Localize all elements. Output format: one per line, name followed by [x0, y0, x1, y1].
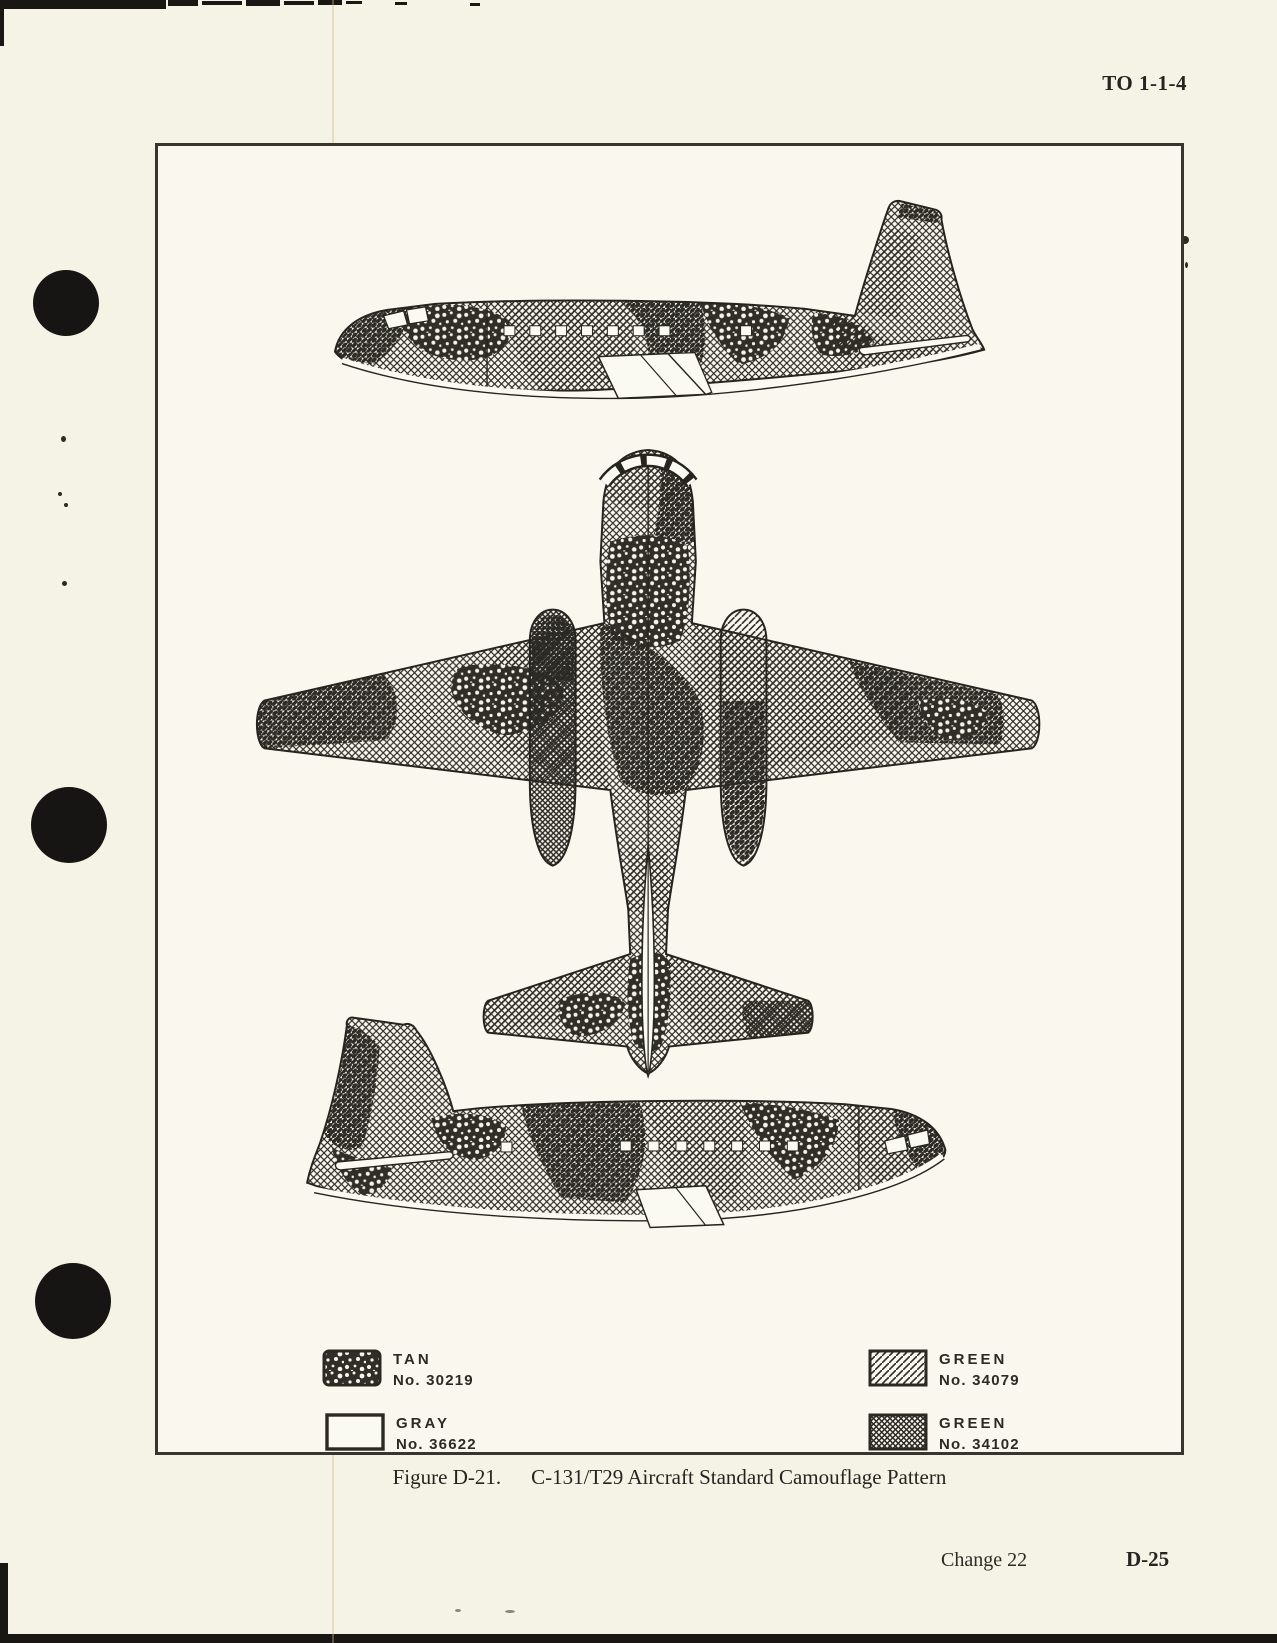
figure-caption-title: C-131/T29 Aircraft Standard Camouflage Pattern [531, 1465, 947, 1489]
legend-item-green-34079 [868, 1349, 1020, 1391]
tan-speckle-swatch-icon [322, 1349, 382, 1389]
scan-edge-top [0, 0, 166, 9]
legend-item-green-34102 [868, 1413, 1020, 1455]
scan-edge-top [318, 0, 342, 5]
legend-color-number: No. 36622 [396, 1436, 477, 1453]
legend-color-number: No. 34079 [939, 1372, 1020, 1389]
scan-edge-left [0, 0, 4, 46]
scan-edge-top [168, 0, 198, 6]
scan-edge-top [246, 0, 280, 6]
legend-color-name: TAN [393, 1351, 432, 1368]
ink-speck [455, 1609, 461, 1612]
page-number: D-25 [1126, 1547, 1170, 1571]
figure-caption [155, 1465, 1184, 1490]
scan-edge-top [470, 3, 480, 6]
figure-frame [155, 143, 1184, 1455]
ink-speck [62, 581, 67, 586]
ink-speck [61, 436, 66, 442]
scan-edge-top [202, 1, 242, 5]
legend-color-number: No. 34102 [939, 1436, 1020, 1453]
aircraft-plan-view [247, 442, 1052, 1088]
ink-speck [1185, 262, 1188, 268]
binder-hole [35, 1263, 111, 1339]
scan-edge-top [346, 1, 362, 4]
technical-order-number: TO 1-1-4 [1102, 71, 1187, 95]
change-number: Change 22 [941, 1549, 1028, 1571]
green-diagonal-swatch-icon [868, 1349, 928, 1389]
gray-plain-swatch-icon [325, 1413, 385, 1453]
ink-speck [505, 1610, 515, 1613]
figure-caption-label: Figure D-21. [392, 1465, 502, 1489]
scan-edge-top [395, 2, 407, 5]
legend-color-name: GREEN [939, 1351, 1008, 1368]
scan-edge-left [0, 1563, 8, 1643]
ink-speck [64, 503, 68, 507]
green-crosshatch-swatch-icon [868, 1413, 928, 1453]
legend-color-name: GRAY [396, 1415, 450, 1432]
binder-hole [31, 787, 107, 863]
legend-color-number: No. 30219 [393, 1372, 474, 1389]
legend-item-tan [322, 1349, 474, 1391]
binder-hole [33, 270, 99, 336]
legend-item-gray [325, 1413, 477, 1455]
ink-speck [58, 492, 62, 496]
camouflage-pattern-drawing [158, 146, 1181, 1452]
legend-color-name: GREEN [939, 1415, 1008, 1432]
aircraft-side-view-top [322, 184, 998, 413]
scan-edge-bottom [0, 1634, 1277, 1643]
scan-edge-top [284, 1, 314, 5]
